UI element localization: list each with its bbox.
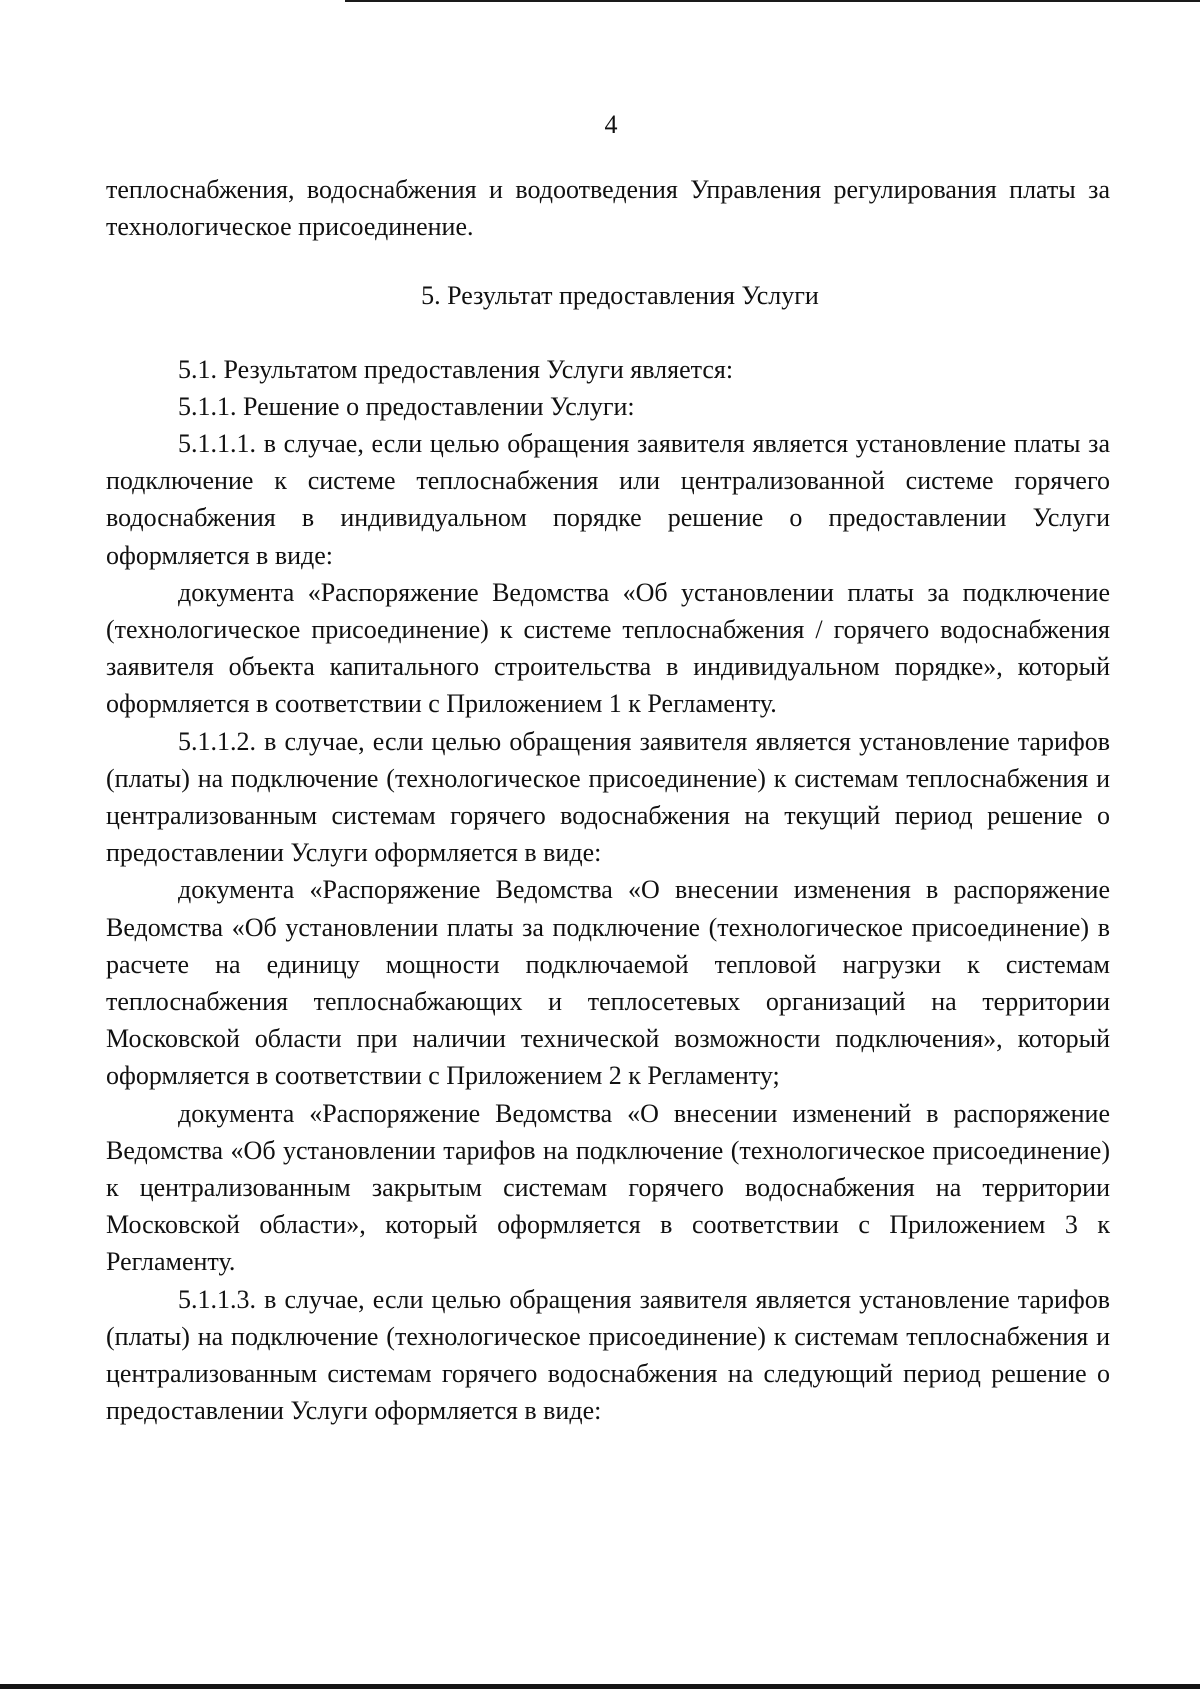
paragraph-document-appendix-2: документа «Распоряжение Ведомства «О внесении изменения в распоряжение Ведомства «Об установлении платы за подключение (технологическое присоединение) в расчете на единицу мощности подключаемой тепловой нагрузки к системам теплоснабжения теплоснабжающих и теплосетевых организаций на территории Московской области при наличии технической возможности подключения», который оформляется в соответствии с Приложением 2 к Регламенту;	[106, 875, 1110, 1091]
paragraph-document-appendix-3: документа «Распоряжение Ведомства «О внесении изменений в распоряжение Ведомства «Об установлении тарифов на подключение (технологическое присоединение) к централизованным закрытым системам горячего водоснабжения на территории Московской области», который оформляется в соответствии с Приложением 3 к Регламенту.	[106, 1098, 1110, 1277]
scan-edge-top	[345, 0, 1200, 2]
page-number: 4	[604, 110, 618, 139]
paragraph-document-appendix-1: документа «Распоряжение Ведомства «Об установлении платы за подключение (технологическое присоединение) к системе теплоснабжения / горячего водоснабжения заявителя объекта капитального строительства в индивидуальном порядке», который оформляется в соответствии с Приложением 1 к Регламенту.	[106, 577, 1110, 719]
paragraph-5-1-1: 5.1.1. Решение о предоставлении Услуги:	[178, 391, 635, 421]
paragraph-5-1-1-3: 5.1.1.3. в случае, если целью обращения заявителя является установление тарифов (платы) на подключение (технологическое присоединение) к системам теплоснабжения и централизованным системам горячего водоснабжения на следующий период решение о предоставлении Услуги оформляется в виде:	[106, 1284, 1110, 1426]
scan-edge-bottom	[0, 1684, 1200, 1689]
paragraph-continuation: теплоснабжения, водоснабжения и водоотведения Управления регулирования платы за технологическое присоединение.	[106, 175, 1110, 242]
paragraph-5-1-1-1: 5.1.1.1. в случае, если целью обращения заявителя является установление платы за подключение к системе теплоснабжения или централизованной системе горячего водоснабжения в индивидуальном порядке решение о предоставлении Услуги оформляется в виде:	[106, 429, 1110, 570]
paragraph-5-1: 5.1. Результатом предоставления Услуги является:	[178, 354, 734, 384]
paragraph-5-1-1-2: 5.1.1.2. в случае, если целью обращения заявителя является установление тарифов (платы) на подключение (технологическое присоединение) к системам теплоснабжения и централизованным системам горячего водоснабжения на текущий период решение о предоставлении Услуги оформляется в виде:	[106, 726, 1110, 868]
section-heading: 5. Результат предоставления Услуги	[421, 281, 819, 311]
document-body	[106, 171, 1110, 1430]
